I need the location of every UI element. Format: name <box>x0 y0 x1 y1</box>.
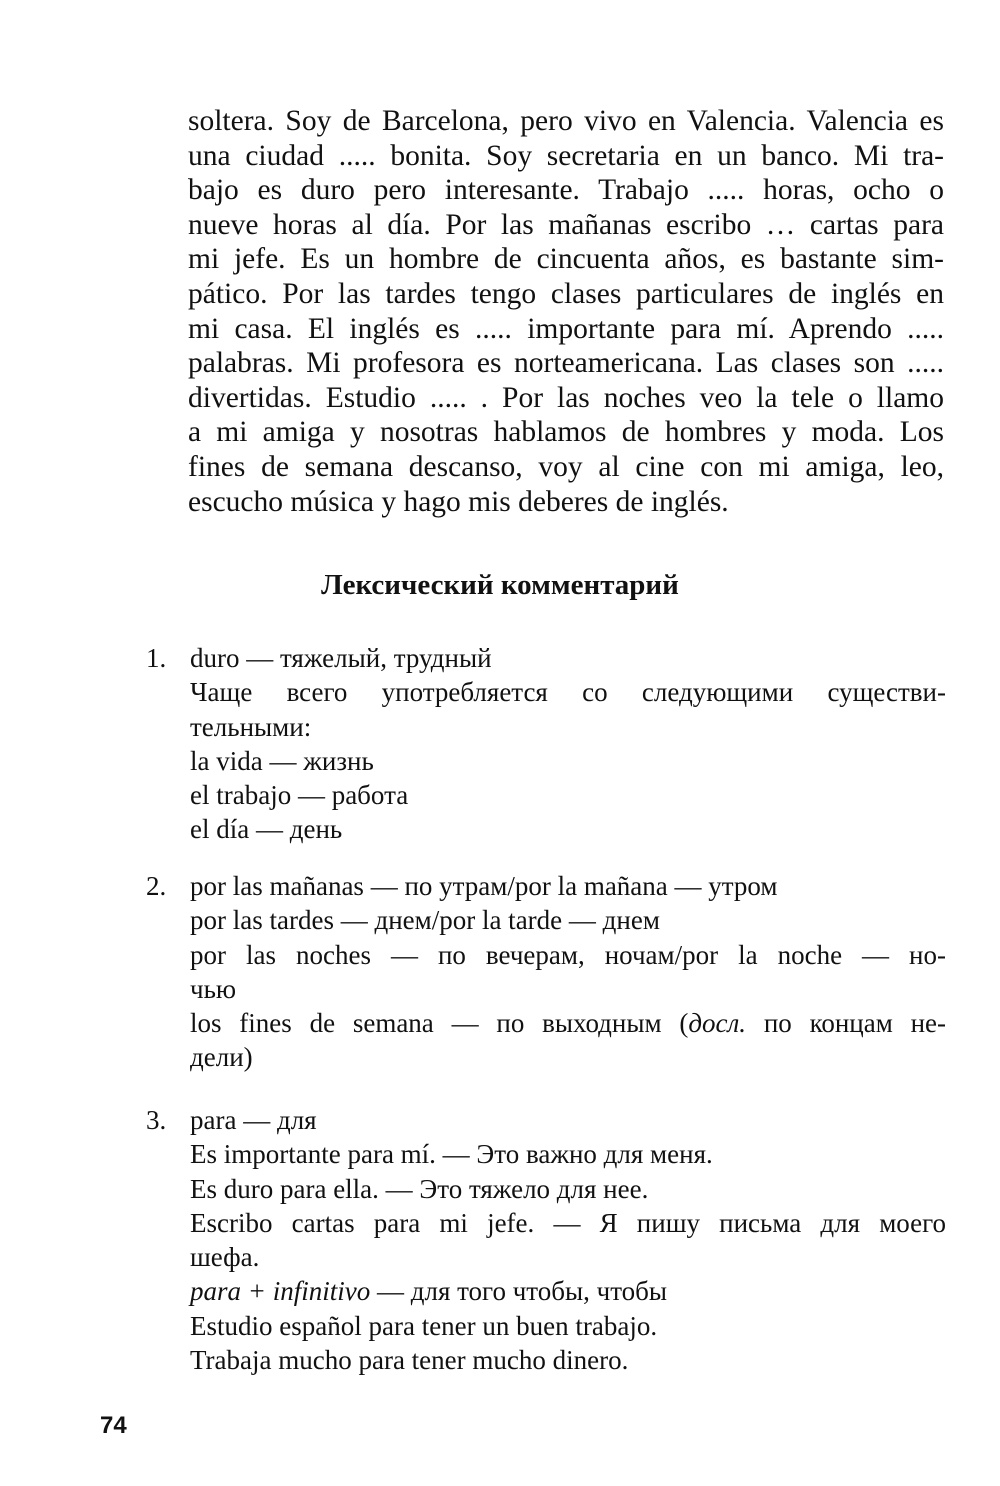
paragraph-line: nueve horas al día. Por las mañanas escribo … cartas para <box>188 208 944 241</box>
item-line <box>190 1006 946 1040</box>
item-body <box>190 869 946 1075</box>
item-line: el día — день <box>190 814 343 845</box>
item-line: Escribo cartas para mi jefe. — Я пишу письма для моего <box>190 1207 946 1238</box>
item-line: Чаще всего употребляется со следующими существи- <box>190 677 946 708</box>
item-line <box>190 1274 946 1308</box>
item-line: para — для <box>190 1105 317 1135</box>
text-paragraph <box>188 104 944 519</box>
page-number: 74 <box>100 1412 127 1439</box>
paragraph-line: divertidas. Estudio ..... . Por las noches veo la tele o llamo <box>188 381 944 414</box>
paragraph-line: fines de semana descanso, voy al cine con mi amiga, leo, <box>188 450 944 483</box>
item-number: 3. <box>146 1105 167 1135</box>
item-line: тельными: <box>190 711 312 742</box>
paragraph-line: soltera. Soy de Barcelona, pero vivo en Valencia. Valencia es <box>188 105 944 137</box>
item-number: 2. <box>146 871 167 901</box>
item-line: чью <box>190 973 237 1004</box>
item-line: Es duro para ella. — Это тяжело для нее. <box>190 1173 649 1204</box>
paragraph-line: una ciudad ..... bonita. Soy secretaria en un banco. Mi tra- <box>188 139 944 172</box>
item-line: duro — тяжелый, трудный <box>190 643 492 673</box>
paragraph-line: bajo es duro pero interesante. Trabajo ..... horas, ocho o <box>188 174 944 207</box>
paragraph-line: mi casa. El inglés es ..... importante para mí. Aprendo ..... <box>188 312 944 345</box>
item-line: por las noches — по вечерам, ночам/por la noche — но- <box>190 939 946 970</box>
paragraph-line: mi jefe. Es un hombre de cincuenta años, es bastante sim- <box>188 243 944 276</box>
paragraph-line: a mi amiga y nosotras hablamos de hombres y moda. Los <box>188 416 944 449</box>
item-body <box>190 1103 946 1377</box>
item-line: por las mañanas — по утрам/por la mañana — утром <box>190 871 778 901</box>
paragraph-line: escucho música y hago mis deberes de inglés. <box>188 485 729 518</box>
item-line-text: по концам не- <box>746 1008 947 1039</box>
formula-italic: para + infinitivo <box>190 1276 371 1307</box>
item-line: Trabaja mucho para tener mucho dinero. <box>190 1345 629 1376</box>
item-line-text: los fines de semana — по выходным ( <box>190 1008 689 1039</box>
item-line-text: — для того чтобы, чтобы <box>370 1276 668 1307</box>
section-heading: Лексический комментарий <box>321 569 679 601</box>
item-line: Estudio español para tener un buen trabajo. <box>190 1310 658 1341</box>
abbreviation-italic: досл. <box>688 1008 747 1039</box>
item-line: Es importante para mí. — Это важно для меня. <box>190 1139 713 1170</box>
item-line: дели) <box>190 1042 253 1073</box>
item-line: por las tardes — днем/por la tarde — днем <box>190 905 660 936</box>
item-line: шефа. <box>190 1242 260 1273</box>
item-line: el trabajo — работа <box>190 780 409 811</box>
paragraph-line: palabras. Mi profesora es norteamericana. Las clases son ..... <box>188 347 944 380</box>
item-body <box>190 641 946 847</box>
item-line: la vida — жизнь <box>190 745 374 776</box>
item-number: 1. <box>146 643 167 673</box>
paragraph-line: pático. Por las tardes tengo clases particulares de inglés en <box>188 277 944 310</box>
